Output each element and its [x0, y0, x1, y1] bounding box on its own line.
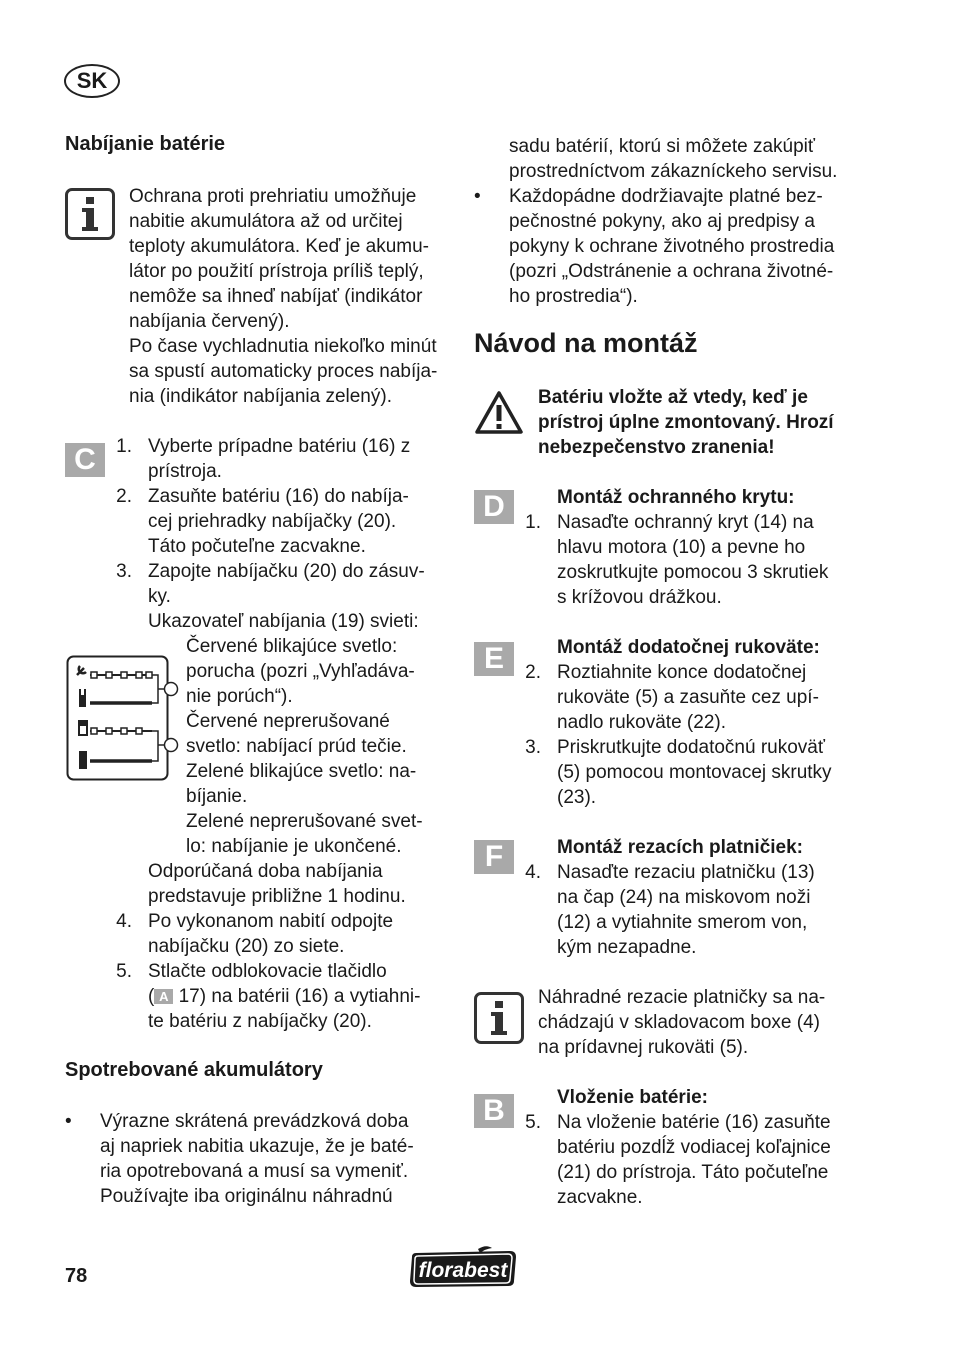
charger-indicator-icon [66, 655, 179, 781]
list-item: 5. Stlačte odblokovacie tlačidlo ( A 17) na batérii (16) a vytiahni- te batériu z nabíjačky (20). [116, 961, 421, 1032]
section-title-guard: Montáž ochranného krytu: [557, 487, 795, 508]
assembly-steps-e [519, 660, 832, 810]
warning-text: Batériu vložte až vtedy, keď je prístroj úplne zmontovaný. Hrozí nebezpečenstvo zranenia! [538, 387, 834, 458]
recommended-time: Odporúčaná doba nabíjania predstavuje približne 1 hodinu. [148, 861, 406, 907]
overheat-info-text: Ochrana proti prehriatiu umožňuje nabitie akumulátora až od určitej teploty akumulátora. Keď je akumu- látor po použití prístroja príliš teplý, nemôže sa ihneď nabíjať (indikátor nabíjania červený). Po čase vychladnutia niekoľko minút sa spustí automaticky proces nabíja- nia (indikátor nabíjania zelený). [129, 186, 438, 407]
bullet-marker: • [65, 1111, 72, 1132]
figure-ref-a: A [154, 989, 173, 1004]
info-icon [65, 188, 115, 240]
list-item: 2. Roztiahnite konce dodatočnej rukoväte (5) a zasuňte cez upí- nadlo rukoväte (22). [525, 662, 819, 733]
spare-blades-info: Náhradné rezacie platničky sa na- chádzajú v skladovacom boxe (4) na prídavnej rukoväti (5). [538, 987, 826, 1058]
section-title-blades: Montáž rezacích platničiek: [557, 837, 804, 858]
bullet-marker: • [474, 186, 481, 207]
page-number: 78 [65, 1265, 88, 1287]
assembly-steps-b [519, 1110, 831, 1210]
section-title-handle: Montáž dodatočnej rukoväte: [557, 637, 820, 658]
warning-triangle-icon [474, 390, 524, 436]
heading-charging: Nabíjanie batérie [65, 133, 226, 155]
safety-bullet-text: Každopádne dodržiavajte platné bez- pečnostné pokyny, ako aj predpisy a pokyny k ochrane životného prostredia (pozri „Odstránenie a ochrana životné- ho prostredia“). [509, 186, 835, 307]
florabest-logo [406, 1245, 520, 1289]
list-item: 4. Nasaďte rezaciu platničku (13) na čap (24) na miskovom noži (12) a vytiahnite smerom von, kým nezapadne. [525, 862, 815, 958]
figure-badge-c: C [65, 443, 105, 477]
indicator-intro: Ukazovateľ nabíjania (19) svieti: [148, 611, 419, 632]
list-item: 3. Zapojte nabíjačku (20) do zásuv- ky. [116, 561, 425, 607]
list-item: 5. Na vloženie batérie (16) zasuňte batériu pozdĺž vodiacej koľajnice (21) do prístroja. Táto počuteľne zacvakne. [525, 1112, 831, 1208]
info-icon [474, 992, 524, 1044]
heading-worn-batteries: Spotrebované akumulátory [65, 1059, 323, 1081]
list-item: 4. Po vykonanom nabití odpojte nabíjačku (20) zo siete. [116, 911, 394, 957]
heading-assembly: Návod na montáž [474, 328, 698, 358]
charging-steps [110, 434, 425, 609]
figure-badge-d: D [474, 490, 514, 524]
list-item: 1. Vyberte prípadne batériu (16) z prístroja. [116, 436, 411, 482]
figure-badge-f: F [474, 840, 514, 874]
figure-badge-e: E [474, 642, 514, 676]
list-item: 3. Priskrutkujte dodatočnú rukoväť (5) pomocou montovacej skrutky (23). [525, 737, 832, 808]
language-badge: SK [64, 64, 120, 98]
indicator-states: Červené blikajúce svetlo: porucha (pozri „Vyhľadáva- nie porúch“). Červené neprerušované svetlo: nabíjací prúd tečie. Zelené blikajúce svetlo: na- bíjanie. Zelené neprerušované svet- lo: nabíjanie je ukončené. [186, 636, 423, 857]
charging-steps-continued [110, 909, 420, 1034]
section-title-battery: Vloženie batérie: [557, 1087, 708, 1108]
list-item: 2. Zasuňte batériu (16) do nabíja- cej priehradky nabíjačky (20). Táto počuteľne zacvakne. [116, 486, 409, 557]
worn-battery-text-continued: sadu batérií, ktorú si môžete zakúpiť prostredníctvom zákazníckeho servisu. [509, 136, 838, 182]
assembly-steps-d [519, 510, 828, 610]
worn-battery-text: Výrazne skrátená prevádzková doba aj napriek nabitia ukazuje, že je baté- ria opotrebovaná a musí sa vymeniť. Používajte iba originálnu náhradnú [100, 1111, 414, 1207]
list-item: 1. Nasaďte ochranný kryt (14) na hlavu motora (10) a pevne ho zoskrutkujte pomocou 3 skrutiek s krížovou drážkou. [525, 512, 829, 608]
figure-badge-b: B [474, 1094, 514, 1128]
svg-text:florabest: florabest [418, 1259, 508, 1282]
assembly-steps-f [519, 860, 815, 960]
